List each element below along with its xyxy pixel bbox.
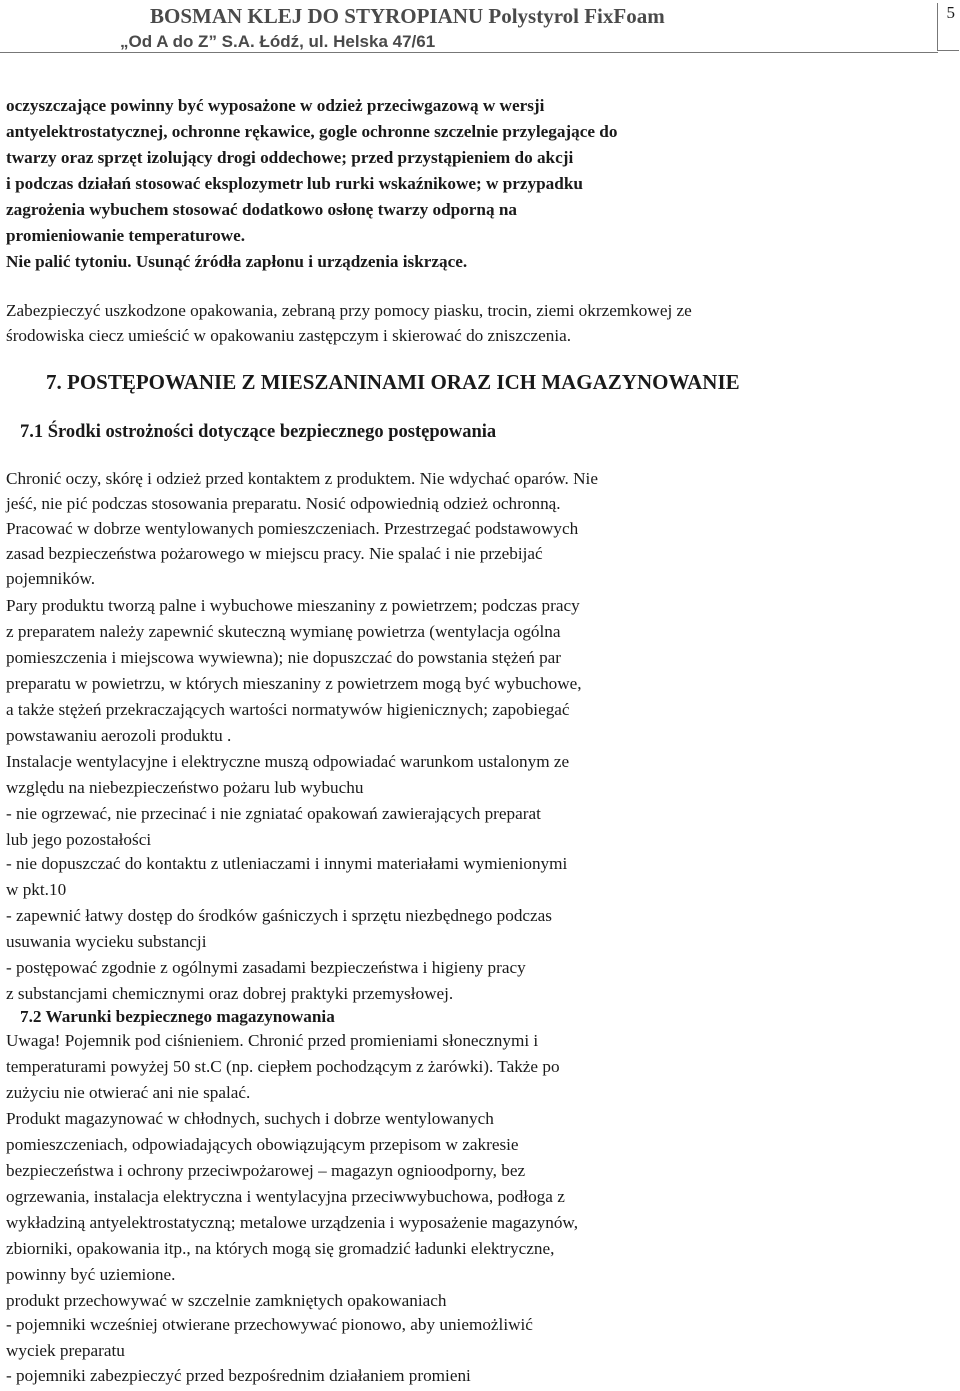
text-line: temperaturami powyżej 50 st.C (np. ciepłem pochodzącym z żarówki). Także po [6,1057,560,1076]
text-line: z substancjami chemicznymi oraz dobrej praktyki przemysłowej. [6,984,454,1003]
text-line: zasad bezpieczeństwa pożarowego w miejscu pracy. Nie spalać i nie przebijać [6,544,543,563]
text-line: jeść, nie pić podczas stosowania preparatu. Nosić odpowiednią odzież ochronną. [6,494,561,513]
text-line: pojemników. [6,569,96,588]
text-line: - postępować zgodnie z ogólnymi zasadami bezpieczeństwa i higieny pracy [6,958,526,977]
page-number: 5 [937,3,959,51]
header-divider [0,52,938,53]
text-line: produkt przechowywać w szczelnie zamkniętych opakowaniach [6,1291,447,1310]
text-line: - zapewnić łatwy dostęp do środków gaśniczych i sprzętu niezbędnego podczas [6,906,552,925]
text-line: wyciek preparatu [6,1341,125,1360]
text-line: - pojemniki zabezpieczyć przed bezpośrednim działaniem promieni [6,1366,471,1385]
text-line: zbiorniki, opakowania itp., na których mogą się gromadzić ładunki elektryczne, [6,1239,555,1258]
text-line: z preparatem należy zapewnić skuteczną wymianę powietrza (wentylacja ogólna [6,622,561,641]
text-line: - nie ogrzewać, nie przecinać i nie zgniatać opakowań zawierających preparat [6,804,541,823]
text-line: preparatu w powietrzu, w których mieszaniny z powietrzem mogą być wybuchowe, [6,674,582,693]
text-line: twarzy oraz sprzęt izolujący drogi oddechowe; przed przystąpieniem do akcji [6,148,574,167]
text-line: i podczas działań stosować eksplozymetr lub rurki wskaźnikowe; w przypadku [6,174,583,193]
text-line: powstawaniu aerozoli produktu . [6,726,232,745]
text-line: Uwaga! Pojemnik pod ciśnieniem. Chronić przed promieniami słonecznymi i [6,1031,539,1050]
text-line: Pary produktu tworzą palne i wybuchowe mieszaniny z powietrzem; podczas pracy [6,596,580,615]
section-7-heading: 7. POSTĘPOWANIE Z MIESZANINAMI ORAZ ICH MAGAZYNOWANIE [46,370,740,394]
text-line: promieniowanie temperaturowe. [6,226,245,245]
text-line: lub jego pozostałości [6,830,152,849]
document-title: BOSMAN KLEJ DO STYROPIANU Polystyrol FixFoam [150,4,665,28]
company-address: „Od A do Z” S.A. Łódź, ul. Helska 47/61 [120,32,436,51]
text-line: oczyszczające powinny być wyposażone w odzież przeciwgazową w wersji [6,96,545,115]
text-line: - pojemniki wcześniej otwierane przechowywać pionowo, aby uniemożliwić [6,1315,533,1334]
text-line: Nie palić tytoniu. Usunąć źródła zapłonu i urządzenia iskrzące. [6,252,468,271]
section-7-2-heading: 7.2 Warunki bezpiecznego magazynowania [20,1007,335,1026]
text-line: Chronić oczy, skórę i odzież przed kontaktem z produktem. Nie wdychać oparów. Nie [6,469,598,488]
section-7-1-heading: 7.1 Środki ostrożności dotyczące bezpiecznego postępowania [20,422,497,442]
text-line: ogrzewania, instalacja elektryczna i wentylacyjna przeciwwybuchowa, podłoga z [6,1187,565,1206]
text-line: środowiska ciecz umieścić w opakowaniu zastępczym i skierować do zniszczenia. [6,326,572,345]
text-line: Produkt magazynować w chłodnych, suchych i dobrze wentylowanych [6,1109,494,1128]
text-line: pomieszczenia i miejscowa wywiewna); nie dopuszczać do powstania stężeń par [6,648,562,667]
text-line: usuwania wycieku substancji [6,932,207,951]
text-line: zużyciu nie otwierać ani nie spalać. [6,1083,251,1102]
text-line: Pracować w dobrze wentylowanych pomieszczeniach. Przestrzegać podstawowych [6,519,579,538]
text-line: bezpieczeństwa i ochrony przeciwpożarowej – magazyn ognioodporny, bez [6,1161,526,1180]
text-line: względu na niebezpieczeństwo pożaru lub wybuchu [6,778,364,797]
text-line: powinny być uziemione. [6,1265,176,1284]
text-line: w pkt.10 [6,880,67,899]
text-line: a także stężeń przekraczających wartości normatywów higienicznych; zapobiegać [6,700,570,719]
text-line: pomieszczeniach, odpowiadających obowiązującym przepisom w zakresie [6,1135,519,1154]
text-line: Instalacje wentylacyjne i elektryczne muszą odpowiadać warunkom ustalonym ze [6,752,570,771]
text-line: antyelektrostatycznej, ochronne rękawice, gogle ochronne szczelnie przylegające do [6,122,618,141]
text-line: zagrożenia wybuchem stosować dodatkowo osłonę twarzy odporną na [6,200,518,219]
text-line: Zabezpieczyć uszkodzone opakowania, zebraną przy pomocy piasku, trocin, ziemi okrzemkowej ze [6,301,692,320]
text-line: - nie dopuszczać do kontaktu z utleniaczami i innymi materiałami wymienionymi [6,854,568,873]
text-line: wykładziną antyelektrostatyczną; metalowe urządzenia i wyposażenie magazynów, [6,1213,579,1232]
